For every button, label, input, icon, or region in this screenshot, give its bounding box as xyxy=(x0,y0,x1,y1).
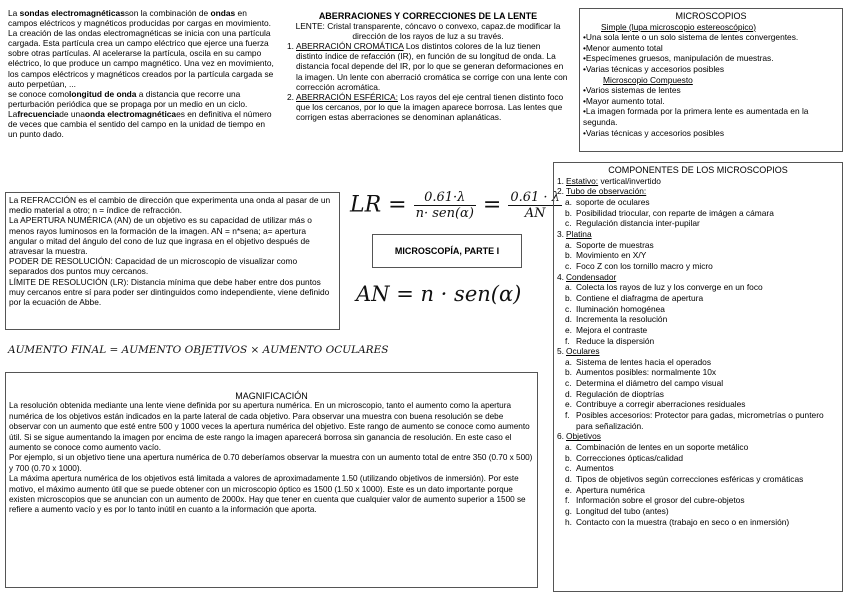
group-heading: Oculares xyxy=(566,346,600,357)
componente-subitem xyxy=(557,250,839,261)
componente-subitem xyxy=(557,389,839,400)
group-heading: Tubo de observación: xyxy=(566,186,647,197)
apertura-numerica-text: La APERTURA NUMÉRICA (AN) de un objetivo es su capacidad de utilizar más o menos rayos luminosos en la formación de la imagen. AN = n*sena; a= apertura angular o mitad del ángulo del cono de luz que ingrasa en el objetivo después de atravesar la muestra. xyxy=(9,215,312,257)
subitem-letter: b. xyxy=(565,367,572,378)
magnificacion-paragraph-1: La resolución obtenida mediante una lente viene definida por su apertura numérica. En un microscopio, tanto el aumento como la apertura numérica de los objetivos están indicados en la parte lateral de cada objetivo. Para observar una muestra con buena resolución se debe observar con un aumento que esté entre 500 y 1000 veces la apertura numérica del objetivo. Este rango de aumento se conoce como aumento útil. Si se sigue aumentando la imagen por encima de este rango la imagen aparecerá borrosa sin ganancia de resolución. En este caso el aumento se conoce como aumento vacío. xyxy=(9,401,530,453)
subitem-letter: f. xyxy=(565,410,570,421)
aberraciones-title: ABERRACIONES Y CORRECCIONES DE LA LENTE xyxy=(318,11,538,21)
subitem-letter: g. xyxy=(565,506,572,516)
refraccion-text: La REFRACCIÓN es el cambio de dirección que experimenta una onda al pasar de un medio material a otro; n = índice de refracción. xyxy=(9,195,331,216)
lente-definition: LENTE: Cristal transparente, cóncavo o convexo, capaz.de modificar la dirección de los rayos de luz a su través. xyxy=(295,21,561,42)
subitem-letter: c. xyxy=(565,260,572,271)
subitem-letter: e. xyxy=(565,484,572,495)
subitem-letter: a. xyxy=(565,239,572,250)
fraction-denominator: n· sen(α) xyxy=(415,206,474,221)
refraccion-box xyxy=(5,192,340,330)
componente-subitem xyxy=(557,453,839,464)
componente-subitem xyxy=(557,197,839,208)
componente-group xyxy=(557,431,839,442)
list-number: 1. xyxy=(287,41,294,52)
subitem-text: Aumentos xyxy=(576,463,614,474)
subitem-letter: c. xyxy=(565,303,572,314)
list-number: 1. xyxy=(557,175,564,186)
subitem-text: Sistema de lentes hacia el operados xyxy=(576,356,712,367)
bold-term: onda electromagnética xyxy=(84,108,177,119)
subitem-text: Posibilidad triocular, con reparte de imágen a cámara xyxy=(576,207,774,218)
ondas-box xyxy=(5,5,278,183)
lr-formula xyxy=(350,190,562,221)
list-number: 3. xyxy=(557,228,564,239)
componente-subitem xyxy=(557,261,839,272)
componente-group xyxy=(557,229,839,240)
subitem-text: Mejora el contraste xyxy=(576,324,648,335)
group-heading: Platina xyxy=(566,228,592,239)
text: en campos eléctricos y magnéticos producidas por cargas en movimiento. La creación de las ondas electromagnéticas se inicia con una partícula cargada. Esta partícula crea un campo eléctrico que ejerce una fuerza sobre otras partículas. Al acelerarse la partícula, oscila en su campo eléctrico, lo que produce un campo magnético. Una vez en movimiento, los campos eléctricos y magnéticos creados por la partícula cargada se auto perpetúan, ... xyxy=(8,8,274,89)
subitem-letter: a. xyxy=(565,442,572,453)
item-text: Los rayos del eje central tienen distinto foco que los cercanos, por lo que la imagen aparece borrosa. Las lentes que corrigen estas aberraciones se denominan aplanáticas. xyxy=(296,91,564,122)
item-heading: ABERRACIÓN CROMÁTICA xyxy=(296,41,404,52)
subitem-text: Contacto con la muestra (trabajo en seco o en inmersión) xyxy=(576,516,790,527)
item-heading: ABERRACIÓN ESFÉRICA: xyxy=(296,91,398,102)
equals-sign: = xyxy=(482,192,502,218)
subitem-letter: b. xyxy=(565,292,572,303)
componente-subitem xyxy=(557,325,839,336)
title-box xyxy=(372,234,522,268)
group-heading-tail: vertical/invertido xyxy=(598,175,661,186)
componente-subitem xyxy=(557,336,839,347)
an-formula: AN = n · sen(α) xyxy=(356,282,522,306)
componente-subitem xyxy=(557,399,839,410)
group-heading: Estativo: xyxy=(566,175,599,186)
aumento-formula: AUMENTO FINAL = AUMENTO OBJETIVOS × AUMENTO OCULARES xyxy=(8,344,389,356)
componente-group xyxy=(557,272,839,283)
aberracion-cromatica xyxy=(287,41,569,91)
subitem-text: Combinación de lentes en un soporte metálico xyxy=(576,442,749,453)
subitem-letter: c. xyxy=(565,218,572,229)
componentes-title: COMPONENTES DE LOS MICROSCOPIOS xyxy=(608,165,788,175)
list-number: 4. xyxy=(557,271,564,282)
subitem-text: Contiene el diafragma de apertura xyxy=(576,292,704,303)
text: La xyxy=(8,8,20,18)
text: es en definitiva el número de veces que cambia el sentido del campo en la unidad de tiempo en un punto dado. xyxy=(8,108,272,140)
text: son la combinación de xyxy=(124,8,211,18)
componente-subitem xyxy=(557,240,839,251)
magnificacion-title: MAGNIFICACIÓN xyxy=(235,391,308,401)
text: de una xyxy=(59,108,85,119)
subitem-letter: b. xyxy=(565,207,572,218)
subitem-text: Regulación distancia inter-pupilar xyxy=(576,218,700,229)
subitem-text: Posibles accesorios: Protector para gadas, micrometrías o puntero para señalización. xyxy=(576,410,824,431)
componente-group xyxy=(557,176,839,187)
group-heading: Condensador xyxy=(566,271,617,282)
subitem-text: Movimiento en X/Y xyxy=(576,250,647,261)
bold-term: frecuencia xyxy=(17,108,60,119)
magnificacion-paragraph-2: Por ejemplo, si un objetivo tiene una apertura numérica de 0.70 deberíamos observar la muestra con un aumento total de entre 350 (0.70 x 500) y 700 (0.70 x 1000). xyxy=(9,453,533,473)
compuesto-item: •Varios sistemas de lentes xyxy=(583,85,681,96)
subitem-letter: c. xyxy=(565,463,572,474)
subitem-letter: a. xyxy=(565,196,572,207)
componente-subitem xyxy=(557,282,839,293)
microscopios-title: MICROSCOPIOS xyxy=(675,11,747,21)
simple-item: •Varias técnicas y accesorios posibles xyxy=(583,63,725,74)
subitem-letter: b. xyxy=(565,250,572,261)
subitem-text: Contribuye a corregir aberraciones residuales xyxy=(576,399,746,410)
componente-subitem xyxy=(557,495,839,506)
componente-subitem xyxy=(557,314,839,325)
subitem-text: Determina el diámetro del campo visual xyxy=(576,378,724,389)
componente-group xyxy=(557,346,839,357)
subitem-text: Aumentos posibles: normalmente 10x xyxy=(576,367,717,378)
fraction-denominator: AN xyxy=(524,206,546,221)
ondas-paragraph-1 xyxy=(8,8,275,89)
subitem-letter: d. xyxy=(565,314,572,325)
aberraciones-box xyxy=(283,8,573,170)
subitem-text: Incrementa la resolución xyxy=(576,314,668,325)
aberracion-esferica xyxy=(287,92,569,122)
componente-subitem xyxy=(557,442,839,453)
group-heading: Objetivos xyxy=(566,431,601,442)
lr-fraction-1 xyxy=(414,190,476,221)
componente-subitem xyxy=(557,208,839,219)
limite-resolucion-text: LÍMITE DE RESOLUCIÓN (LR): Distancia mínima que debe haber entre dos puntos muy cercanos entre sí para poder ser dintinguidos como independiente, viene definido por la ecuación de Abbe. xyxy=(9,276,330,308)
componente-subitem xyxy=(557,367,839,378)
magnificacion-paragraph-3: La máxima apertura numérica de los objetivos está limitada a valores de aproximadamente 1.50 (utilizando objetivos de inmersión). Por este motivo, el máximo aumento útil que se puede obtener con un microscopio óptico es 1500 (1.50 x 1000). Este es un dato importante porque existen microscopios que se anuncian con un aumento de 2000x. Hay que tener en cuenta que cualquier valor de aumento superior a 1500 se refiere a aumento vacío y es por lo tanto inútil en cuanto a la información que aporta. xyxy=(9,474,526,515)
subitem-text: Información sobre el grosor del cubre-objetos xyxy=(576,495,745,506)
componente-subitem xyxy=(557,410,839,431)
subitem-text: Soporte de muestras xyxy=(576,239,654,250)
fraction-numerator: 0.61·λ xyxy=(414,190,476,206)
subitem-letter: a. xyxy=(565,282,572,293)
subitem-text: Regulación de dioptrías xyxy=(576,388,664,399)
page-title: MICROSCOPÍA, PARTE I xyxy=(394,246,500,256)
list-number: 5. xyxy=(557,346,564,357)
componente-subitem xyxy=(557,517,839,528)
text: se conoce como xyxy=(8,88,69,99)
componente-subitem xyxy=(557,474,839,485)
componente-subitem xyxy=(557,218,839,229)
simple-item: •Una sola lente o un solo sistema de lentes convergentes. xyxy=(583,32,799,43)
magnificacion-box xyxy=(5,372,538,588)
subitem-letter: e. xyxy=(565,399,572,410)
bold-term: ondas xyxy=(210,8,236,18)
subitem-text: Iluminación homogénea xyxy=(576,303,665,314)
ondas-paragraph-3 xyxy=(8,109,275,139)
subitem-letter: a. xyxy=(565,356,572,367)
simple-title: Simple (lupa microscopio estereoscópico) xyxy=(601,21,757,32)
subitem-text: soporte de oculares xyxy=(576,196,650,207)
subitem-text: Longitud del tubo (antes) xyxy=(576,506,669,516)
lr-lhs: LR = xyxy=(350,192,407,218)
subitem-text: Colecta los rayos de luz y los converge en un foco xyxy=(576,282,763,293)
compuesto-item: •Varias técnicas y accesorios posibles xyxy=(583,127,725,138)
list-number: 6. xyxy=(557,431,564,442)
subitem-letter: h. xyxy=(565,516,572,527)
simple-item: •Menor aumento total xyxy=(583,42,663,53)
subitem-text: Correcciones ópticas/calidad xyxy=(576,452,684,463)
componente-subitem xyxy=(557,357,839,368)
componente-group xyxy=(557,186,839,197)
componente-subitem xyxy=(557,463,839,474)
compuesto-item: •La imagen formada por la primera lente es aumentada en la segunda. xyxy=(583,106,809,127)
item-text: Los distintos colores de la luz tienen distinto índice de refacción (IR), en función de su longitud de onda. La distancia focal depende del IR, por lo que se generan deformaciones en la imagen. Un lente con aberració cromática se corrige con una lente con corrección acromática. xyxy=(296,41,568,92)
componente-subitem xyxy=(557,506,839,517)
componente-subitem xyxy=(557,293,839,304)
list-number: 2. xyxy=(287,91,294,102)
subitem-letter: c. xyxy=(565,378,572,389)
subitem-letter: d. xyxy=(565,474,572,485)
compuesto-item: •Mayor aumento total. xyxy=(583,95,665,106)
subitem-text: Apertura numérica xyxy=(576,484,645,495)
ondas-paragraph-2 xyxy=(8,89,275,109)
poder-resolucion-text: PODER DE RESOLUCIÓN: Capacidad de un microscopio de visualizar como separados dos puntos muy cercanos. xyxy=(9,256,298,277)
subitem-letter: d. xyxy=(565,388,572,399)
componente-subitem xyxy=(557,378,839,389)
subitem-text: Reduce la dispersión xyxy=(576,335,655,346)
microscopios-box xyxy=(579,8,843,152)
compuesto-title: Microscopio Compuesto xyxy=(603,74,693,85)
componente-subitem xyxy=(557,304,839,315)
componentes-list xyxy=(557,176,839,528)
componente-subitem xyxy=(557,485,839,496)
fraction-numerator: 0.61 · λ xyxy=(510,190,560,205)
text: La xyxy=(8,108,18,119)
subitem-text: Foco Z con los tornillo macro y micro xyxy=(576,260,713,271)
subitem-letter: f. xyxy=(565,495,570,506)
subitem-letter: e. xyxy=(565,324,572,335)
subitem-letter: f. xyxy=(565,335,570,346)
componentes-box xyxy=(553,162,843,592)
simple-item: •Especímenes gruesos, manipulación de muestras. xyxy=(583,53,774,64)
bold-term: longitud de onda xyxy=(69,88,137,99)
text: a distancia que recorre una perturbación periódica que se propaga por un medio en un ciclo. xyxy=(8,88,248,109)
subitem-text: Tipos de objetivos según correcciones esféricas y cromáticas xyxy=(576,474,804,485)
bold-term: sondas electromagnéticas xyxy=(19,8,125,18)
list-number: 2. xyxy=(557,186,564,197)
subitem-letter: b. xyxy=(565,452,572,463)
